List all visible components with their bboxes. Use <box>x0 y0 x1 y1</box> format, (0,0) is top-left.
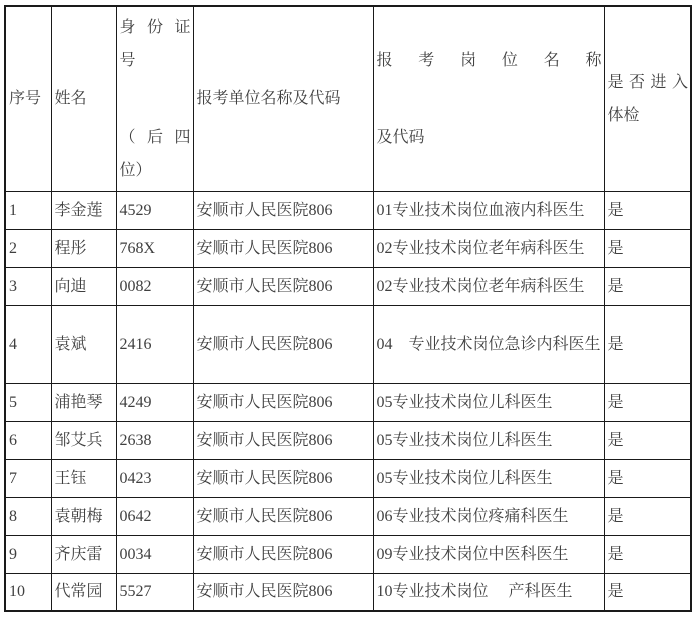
unit-cell: 安顺市人民医院806 <box>193 191 373 229</box>
unit-cell: 安顺市人民医院806 <box>193 383 373 421</box>
position-cell: 05专业技术岗位儿科医生 <box>373 459 604 497</box>
unit-cell: 安顺市人民医院806 <box>193 497 373 535</box>
id-last4-cell: 4249 <box>116 383 193 421</box>
position-cell: 04 专业技术岗位急诊内科医生 <box>373 305 604 383</box>
table-row <box>5 535 691 573</box>
table-row <box>5 229 691 267</box>
table-body <box>5 191 691 611</box>
id-last4-cell: 0423 <box>116 459 193 497</box>
header-line: （后四 <box>119 128 191 146</box>
unit-cell: 安顺市人民医院806 <box>193 305 373 383</box>
serial-cell: 4 <box>5 305 51 383</box>
position-cell: 05专业技术岗位儿科医生 <box>373 421 604 459</box>
serial-cell: 8 <box>5 497 51 535</box>
header-line: 报考单位名称及代码 <box>196 90 341 108</box>
enter-medical-cell: 是 <box>604 459 691 497</box>
serial-cell: 10 <box>5 573 51 611</box>
header-line: 身份证 <box>119 18 191 36</box>
name-cell: 袁斌 <box>51 305 116 383</box>
column-header-name <box>51 6 116 191</box>
id-last4-cell: 0034 <box>116 535 193 573</box>
name-cell: 齐庆雷 <box>51 535 116 573</box>
header-line: 姓名 <box>54 90 87 108</box>
name-cell: 邹艾兵 <box>51 421 116 459</box>
unit-cell: 安顺市人民医院806 <box>193 229 373 267</box>
unit-cell: 安顺市人民医院806 <box>193 421 373 459</box>
header-line: 序号 <box>9 90 42 108</box>
header-line: 报考岗位名称 <box>376 51 602 69</box>
serial-cell: 5 <box>5 383 51 421</box>
header-line: 是否进入 <box>607 73 688 91</box>
enter-medical-cell: 是 <box>604 267 691 305</box>
table-header <box>5 6 691 191</box>
table-row <box>5 191 691 229</box>
table-row <box>5 497 691 535</box>
column-header-id-last4 <box>116 6 193 191</box>
serial-cell: 7 <box>5 459 51 497</box>
header-row <box>5 6 691 191</box>
table-row <box>5 573 691 611</box>
enter-medical-cell: 是 <box>604 535 691 573</box>
unit-cell: 安顺市人民医院806 <box>193 573 373 611</box>
id-last4-cell: 768X <box>116 229 193 267</box>
serial-cell: 3 <box>5 267 51 305</box>
serial-cell: 6 <box>5 421 51 459</box>
position-cell: 02专业技术岗位老年病科医生 <box>373 267 604 305</box>
id-last4-cell: 2638 <box>116 421 193 459</box>
header-line: 号 <box>119 51 136 69</box>
unit-cell: 安顺市人民医院806 <box>193 535 373 573</box>
unit-cell: 安顺市人民医院806 <box>193 267 373 305</box>
enter-medical-cell: 是 <box>604 421 691 459</box>
id-last4-cell: 0642 <box>116 497 193 535</box>
id-last4-cell: 0082 <box>116 267 193 305</box>
name-cell: 袁朝梅 <box>51 497 116 535</box>
id-last4-cell: 4529 <box>116 191 193 229</box>
unit-cell: 安顺市人民医院806 <box>193 459 373 497</box>
name-cell: 浦艳琴 <box>51 383 116 421</box>
id-last4-cell: 2416 <box>116 305 193 383</box>
position-cell: 01专业技术岗位血液内科医生 <box>373 191 604 229</box>
enter-medical-cell: 是 <box>604 573 691 611</box>
position-cell: 10专业技术岗位 产科医生 <box>373 573 604 611</box>
column-header-position <box>373 6 604 191</box>
column-header-enter-medical <box>604 6 691 191</box>
table-row <box>5 421 691 459</box>
table-row <box>5 459 691 497</box>
position-cell: 09专业技术岗位中医科医生 <box>373 535 604 573</box>
position-cell: 02专业技术岗位老年病科医生 <box>373 229 604 267</box>
name-cell: 向迪 <box>51 267 116 305</box>
serial-cell: 1 <box>5 191 51 229</box>
enter-medical-cell: 是 <box>604 229 691 267</box>
enter-medical-cell: 是 <box>604 191 691 229</box>
column-header-unit <box>193 6 373 191</box>
name-cell: 程彤 <box>51 229 116 267</box>
name-cell: 李金莲 <box>51 191 116 229</box>
exam-results-table <box>4 5 692 612</box>
header-line: 位） <box>119 161 152 179</box>
column-header-serial <box>5 6 51 191</box>
table-row <box>5 267 691 305</box>
enter-medical-cell: 是 <box>604 383 691 421</box>
id-last4-cell: 5527 <box>116 573 193 611</box>
position-cell: 06专业技术岗位疼痛科医生 <box>373 497 604 535</box>
name-cell: 王钰 <box>51 459 116 497</box>
enter-medical-cell: 是 <box>604 497 691 535</box>
name-cell: 代常园 <box>51 573 116 611</box>
position-cell: 05专业技术岗位儿科医生 <box>373 383 604 421</box>
enter-medical-cell: 是 <box>604 305 691 383</box>
serial-cell: 2 <box>5 229 51 267</box>
header-line: 及代码 <box>376 128 425 146</box>
serial-cell: 9 <box>5 535 51 573</box>
table-row <box>5 305 691 383</box>
header-line: 体检 <box>607 106 640 124</box>
table-row <box>5 383 691 421</box>
